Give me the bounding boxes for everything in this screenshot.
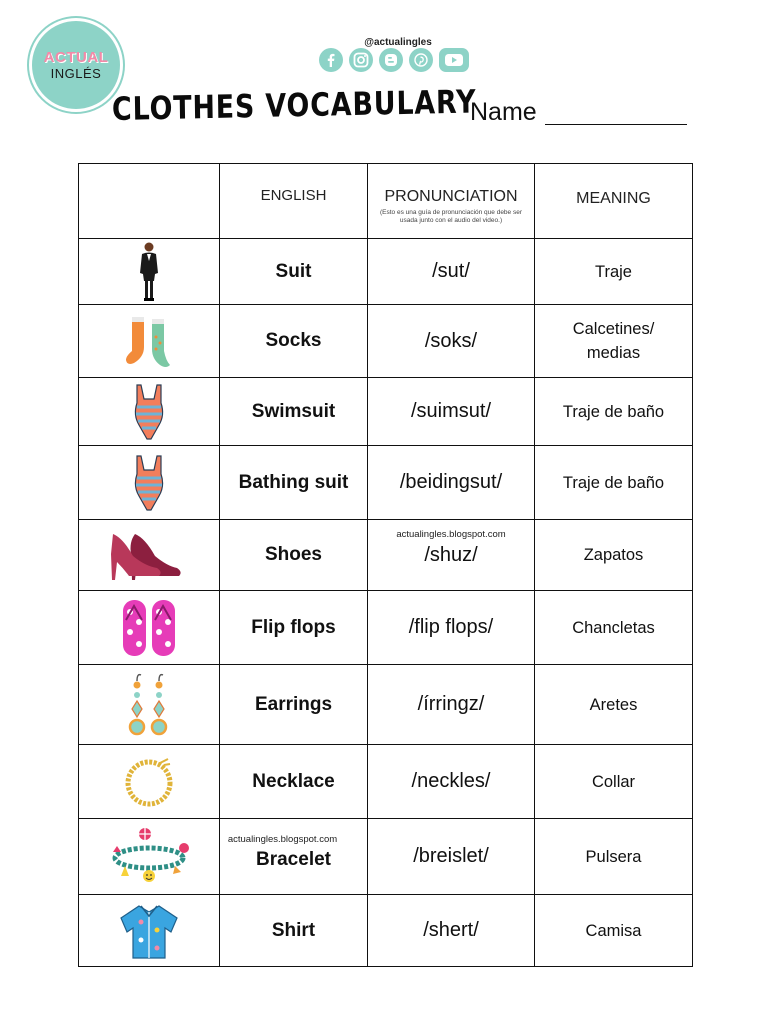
meaning: Traje de baño — [562, 473, 665, 492]
vocabulary-table — [78, 163, 693, 967]
facebook-icon[interactable] — [319, 48, 343, 72]
english-word: Flip flops — [251, 616, 336, 638]
pronunciation-cell — [368, 378, 535, 446]
worksheet-title: CLOTHES VOCABULARY — [111, 82, 477, 128]
english-word: Shirt — [271, 919, 316, 941]
pronunciation-cell — [368, 819, 535, 895]
meaning-cell — [535, 819, 693, 895]
earrings-icon — [127, 671, 171, 739]
english-word-cell — [220, 378, 368, 446]
swimsuit-icon — [127, 383, 171, 441]
english-word-cell — [220, 819, 368, 895]
meaning: Zapatos — [583, 546, 644, 564]
english-word-cell — [220, 239, 368, 305]
table-row — [79, 446, 693, 520]
social-icons — [319, 48, 469, 72]
english-word-cell — [220, 446, 368, 520]
table-row — [79, 305, 693, 378]
meaning-cell — [535, 895, 693, 967]
picture-cell — [79, 819, 220, 895]
table-row — [79, 745, 693, 819]
pronunciation: /shert/ — [423, 919, 479, 941]
bracelet-icon — [107, 826, 191, 888]
table-row — [79, 591, 693, 665]
english-word-cell — [220, 591, 368, 665]
header-picture-cell — [79, 164, 220, 239]
pronunciation: /neckles/ — [411, 770, 491, 792]
meaning: Traje — [595, 262, 632, 281]
meaning-cell — [535, 446, 693, 520]
high-heel-shoes-icon — [111, 528, 187, 582]
english-word: Bracelet — [256, 849, 331, 870]
meaning: Calcetines/ medias — [572, 320, 655, 362]
shirt-icon — [119, 902, 179, 960]
english-word-cell — [220, 665, 368, 745]
table-row — [79, 819, 693, 895]
pronunciation-note: (Esto es una guía de pronunciación que debe ser usada junto con el audio del video.) — [379, 208, 523, 224]
english-word: Socks — [265, 330, 322, 351]
meaning: Chancletas — [572, 618, 655, 637]
english-word: Necklace — [252, 770, 335, 792]
meaning: Aretes — [589, 695, 638, 714]
english-word: Suit — [275, 260, 312, 282]
english-word: Swimsuit — [251, 400, 336, 422]
english-word-cell — [220, 520, 368, 591]
table-row — [79, 378, 693, 446]
pronunciation-cell — [368, 745, 535, 819]
meaning-cell — [535, 745, 693, 819]
youtube-icon[interactable] — [439, 48, 469, 72]
pronunciation-cell — [368, 895, 535, 967]
pronunciation: /shuz/ — [424, 544, 478, 566]
pronunciation: /flip flops/ — [408, 616, 494, 638]
meaning: Pulsera — [585, 847, 642, 866]
pinterest-icon[interactable] — [409, 48, 433, 72]
table-row — [79, 895, 693, 967]
meaning-cell — [535, 591, 693, 665]
english-word-cell — [220, 305, 368, 378]
meaning: Traje de baño — [562, 402, 665, 421]
table-header-row — [79, 164, 693, 239]
picture-cell — [79, 446, 220, 520]
flip-flops-icon — [120, 598, 178, 658]
pronunciation: /suimsut/ — [410, 400, 492, 422]
name-label: Name — [470, 98, 537, 126]
english-word: Bathing suit — [238, 471, 349, 493]
english-word: Earrings — [254, 693, 333, 715]
blog-watermark: actualingles.blogspot.com — [396, 529, 506, 540]
social-handle: @actualingles — [364, 37, 432, 48]
meaning-cell — [535, 665, 693, 745]
actual-ingles-logo — [29, 18, 123, 112]
table-row — [79, 520, 693, 591]
english-word-cell — [220, 745, 368, 819]
bathing-suit-icon — [127, 454, 171, 512]
picture-cell — [79, 378, 220, 446]
blogger-icon[interactable] — [379, 48, 403, 72]
table-row — [79, 239, 693, 305]
meaning-cell — [535, 378, 693, 446]
pronunciation-cell — [368, 591, 535, 665]
english-word-cell — [220, 895, 368, 967]
meaning: Camisa — [585, 921, 642, 940]
picture-cell — [79, 239, 220, 305]
meaning-cell — [535, 520, 693, 591]
header-pronunciation: PRONUNCIATION (Esto es una guía de pronunciación que debe ser usada junto con el audio del video.) — [368, 164, 535, 239]
pronunciation: /írringz/ — [417, 693, 485, 715]
english-word: Shoes — [264, 544, 323, 565]
picture-cell — [79, 665, 220, 745]
pronunciation-cell — [368, 239, 535, 305]
pronunciation: /beidingsut/ — [399, 471, 503, 493]
blog-watermark: actualingles.blogspot.com — [227, 834, 338, 845]
picture-cell — [79, 591, 220, 665]
necklace-icon — [122, 755, 176, 809]
pronunciation-cell — [368, 305, 535, 378]
picture-cell — [79, 305, 220, 378]
name-blank-line — [545, 124, 687, 125]
pronunciation: /breislet/ — [413, 845, 489, 867]
pronunciation-cell — [368, 446, 535, 520]
header-meaning: MEANING — [535, 164, 693, 239]
logo-text-ingles: INGLÉS — [50, 65, 102, 81]
socks-icon — [124, 313, 174, 369]
pronunciation: /sut/ — [432, 260, 470, 282]
logo-text-actual: ACTUAL — [43, 48, 109, 66]
pronunciation-cell — [368, 665, 535, 745]
header-english: ENGLISH — [220, 164, 368, 239]
picture-cell — [79, 745, 220, 819]
suit-person-icon — [134, 241, 164, 303]
pronunciation: /soks/ — [424, 329, 478, 352]
picture-cell — [79, 520, 220, 591]
table-row — [79, 665, 693, 745]
instagram-icon[interactable] — [349, 48, 373, 72]
meaning-cell — [535, 305, 693, 378]
meaning: Collar — [591, 772, 636, 791]
meaning-cell — [535, 239, 693, 305]
picture-cell — [79, 895, 220, 967]
pronunciation-cell — [368, 520, 535, 591]
